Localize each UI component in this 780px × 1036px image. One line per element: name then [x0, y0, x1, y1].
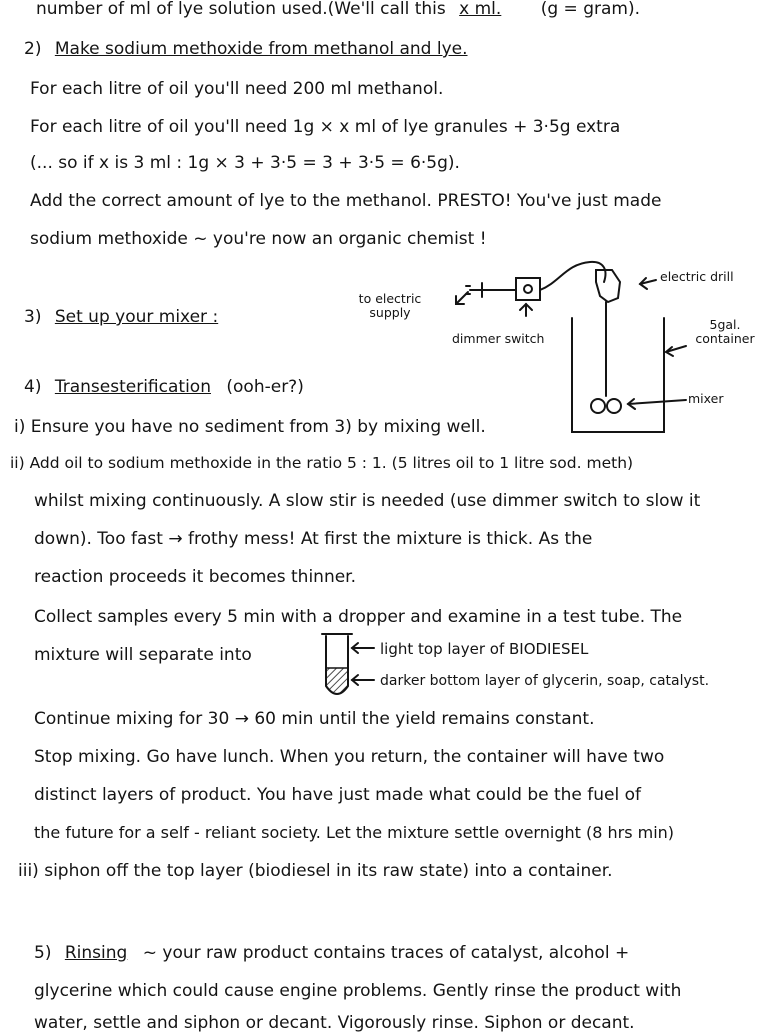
variable-x: x ml.: [459, 0, 502, 19]
step4-line: Stop mixing. Go have lunch. When you return, the container will have two: [34, 747, 665, 767]
step2-line: For each litre of oil you'll need 1g × x ml of lye granules + 3·5g extra: [30, 117, 621, 137]
step2-line: sodium methoxide ~ you're now an organic chemist !: [30, 229, 487, 249]
step4-item-i: i) Ensure you have no sediment from 3) by mixing well.: [14, 417, 486, 437]
step4-line: reaction proceeds it becomes thinner.: [34, 567, 357, 587]
step5-line: ~ your raw product contains traces of catalyst, alcohol +: [142, 943, 630, 963]
dimmer-switch-label: dimmer switch: [452, 331, 545, 346]
step5-heading-row: [34, 942, 629, 964]
step4-aside: (ooh-er?): [226, 377, 304, 397]
step4-line: whilst mixing continuously. A slow stir is needed (use dimmer switch to slow it: [34, 491, 701, 511]
intro-text: number of ml of lye solution used.(We'll call this: [36, 0, 446, 19]
electric-supply-label: to electric supply: [358, 291, 422, 320]
step5-line: glycerine which could cause engine problems. Gently rinse the product with: [34, 981, 682, 1001]
step2-heading: Make sodium methoxide from methanol and lye.: [54, 39, 468, 59]
step4-line: distinct layers of product. You have just made what could be the fuel of: [34, 785, 642, 805]
electric-drill-label: electric drill: [660, 269, 734, 284]
step4-line: mixture will separate into: [34, 645, 252, 665]
tube-bottom-layer-label: darker bottom layer of glycerin, soap, catalyst.: [380, 673, 710, 689]
step5-number: 5): [34, 943, 52, 963]
step5-heading: Rinsing: [64, 943, 128, 963]
container-label: 5gal. container: [695, 317, 755, 346]
tube-top-layer-label: light top layer of BIODIESEL: [380, 640, 589, 658]
bottom-layer-hatch: [327, 668, 347, 693]
step4-line: Collect samples every 5 min with a dropper and examine in a test tube. The: [34, 607, 683, 627]
step2-number: 2): [24, 39, 42, 59]
step3-heading: Set up your mixer :: [54, 307, 219, 327]
step4-item-ii: ii) Add oil to sodium methoxide in the ratio 5 : 1. (5 litres oil to 1 litre sod. meth): [10, 454, 634, 472]
step4-item-iii: iii) siphon off the top layer (biodiesel in its raw state) into a container.: [18, 861, 613, 881]
step2-line: Add the correct amount of lye to the methanol. PRESTO! You've just made: [30, 191, 662, 211]
step4-line: Continue mixing for 30 → 60 min until the yield remains constant.: [34, 709, 595, 729]
mixer-label: mixer: [688, 391, 724, 406]
step2-line: For each litre of oil you'll need 200 ml methanol.: [30, 79, 444, 99]
step2-line: (... so if x is 3 ml : 1g × 3 + 3·5 = 3 + 3·5 = 6·5g).: [30, 153, 460, 173]
step4-heading: Transesterification: [54, 377, 211, 397]
step4-line: the future for a self - reliant society. Let the mixture settle overnight (8 hrs min): [34, 823, 675, 842]
gram-note: (g = gram).: [540, 0, 640, 19]
step5-line: water, settle and siphon or decant. Vigorously rinse. Siphon or decant.: [34, 1013, 635, 1033]
step4-number: 4): [24, 377, 42, 397]
step4-line: down). Too fast → frothy mess! At first the mixture is thick. As the: [34, 529, 593, 549]
step3-number: 3): [24, 307, 42, 327]
